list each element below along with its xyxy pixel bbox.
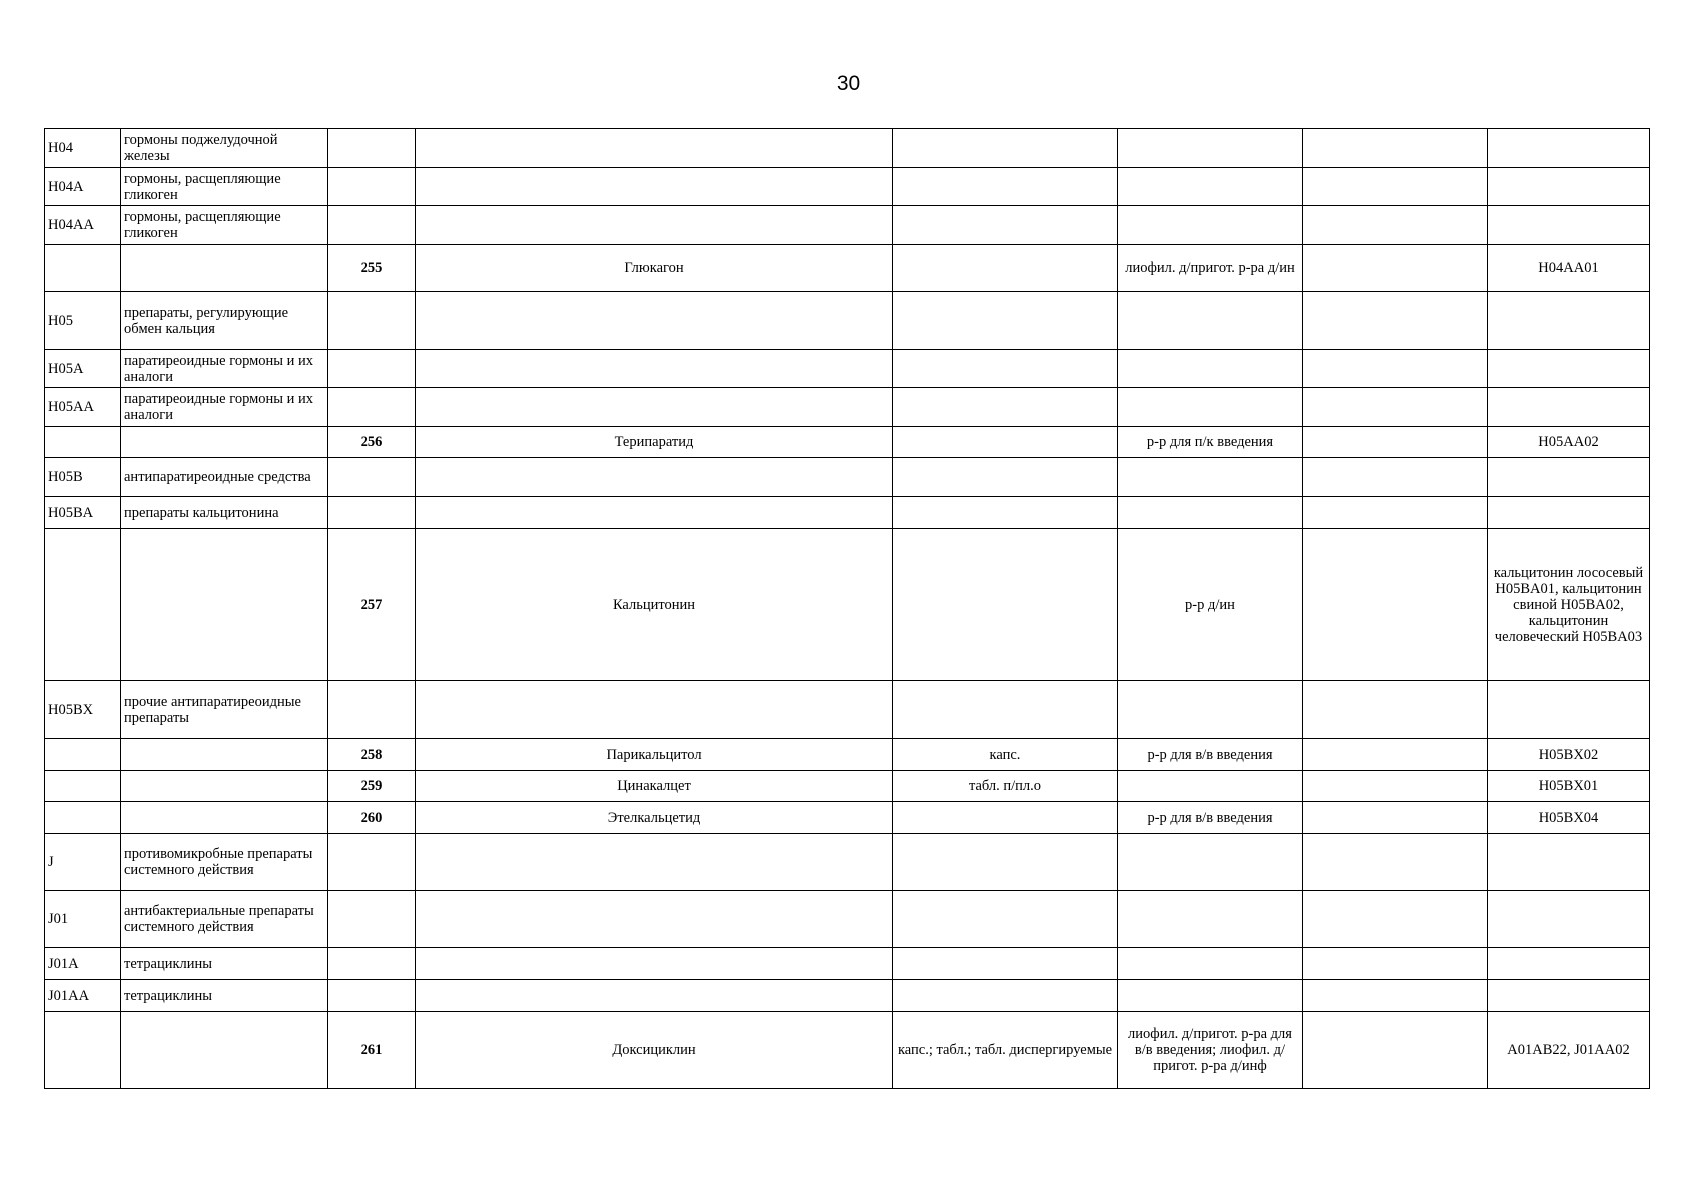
drug-registry-table: [44, 128, 1650, 1089]
dosage-form-oral: [893, 427, 1118, 458]
row-number: [328, 206, 416, 245]
atc-group-code: J: [45, 834, 121, 891]
atc-code: [1488, 388, 1650, 427]
dosage-form-oral: [893, 206, 1118, 245]
row-number: [328, 980, 416, 1012]
dosage-form-injection: р-р для в/в введения: [1118, 802, 1303, 834]
atc-code: [1488, 129, 1650, 168]
drug-name: [416, 206, 893, 245]
atc-code: [1488, 350, 1650, 388]
extra-cell: [1303, 1012, 1488, 1089]
atc-code: [1488, 497, 1650, 529]
row-number: [328, 681, 416, 739]
atc-group-name: прочие антипаратиреоидные препараты: [121, 681, 328, 739]
atc-code: [1488, 948, 1650, 980]
table-row: [45, 292, 1650, 350]
row-number: [328, 948, 416, 980]
row-number: [328, 891, 416, 948]
dosage-form-injection: [1118, 388, 1303, 427]
row-number: [328, 458, 416, 497]
extra-cell: [1303, 891, 1488, 948]
drug-name: [416, 834, 893, 891]
table-row: [45, 458, 1650, 497]
drug-name: [416, 388, 893, 427]
atc-group-code: H04AA: [45, 206, 121, 245]
dosage-form-injection: р-р для п/к введения: [1118, 427, 1303, 458]
extra-cell: [1303, 681, 1488, 739]
extra-cell: [1303, 529, 1488, 681]
atc-group-code: [45, 245, 121, 292]
drug-name: Доксициклин: [416, 1012, 893, 1089]
extra-cell: [1303, 427, 1488, 458]
extra-cell: [1303, 245, 1488, 292]
table-row: [45, 1012, 1650, 1089]
extra-cell: [1303, 388, 1488, 427]
table-row: [45, 245, 1650, 292]
atc-group-code: H05BA: [45, 497, 121, 529]
atc-group-name: [121, 427, 328, 458]
dosage-form-oral: [893, 681, 1118, 739]
atc-code: [1488, 834, 1650, 891]
atc-group-name: гормоны, расщепляющие гликоген: [121, 168, 328, 206]
atc-group-name: гормоны, расщепляющие гликоген: [121, 206, 328, 245]
table-row: [45, 948, 1650, 980]
extra-cell: [1303, 802, 1488, 834]
atc-code: [1488, 206, 1650, 245]
dosage-form-injection: [1118, 834, 1303, 891]
drug-name: Кальцитонин: [416, 529, 893, 681]
row-number: [328, 292, 416, 350]
atc-code: H05BX01: [1488, 771, 1650, 802]
atc-group-code: H05AA: [45, 388, 121, 427]
dosage-form-injection: лиофил. д/пригот. р-ра д/ин: [1118, 245, 1303, 292]
atc-group-code: [45, 427, 121, 458]
drug-name: [416, 891, 893, 948]
atc-group-code: H05A: [45, 350, 121, 388]
dosage-form-injection: лиофил. д/пригот. р-ра для в/в введения; лиофил. д/пригот. р-ра д/инф: [1118, 1012, 1303, 1089]
table-row: [45, 529, 1650, 681]
dosage-form-oral: [893, 350, 1118, 388]
extra-cell: [1303, 980, 1488, 1012]
drug-name: Глюкагон: [416, 245, 893, 292]
dosage-form-oral: капс.: [893, 739, 1118, 771]
atc-code: кальцитонин лососевый H05BA01, кальцитонин свиной H05BA02, кальцитонин человеческий H05BA03: [1488, 529, 1650, 681]
extra-cell: [1303, 497, 1488, 529]
dosage-form-injection: [1118, 948, 1303, 980]
atc-group-code: J01AA: [45, 980, 121, 1012]
dosage-form-oral: [893, 129, 1118, 168]
atc-code: H04AA01: [1488, 245, 1650, 292]
table-row: [45, 350, 1650, 388]
atc-group-name: паратиреоидные гормоны и их аналоги: [121, 388, 328, 427]
table-row: [45, 834, 1650, 891]
atc-code: [1488, 891, 1650, 948]
atc-group-name: тетрациклины: [121, 980, 328, 1012]
drug-name: [416, 458, 893, 497]
dosage-form-injection: [1118, 891, 1303, 948]
dosage-form-oral: [893, 529, 1118, 681]
extra-cell: [1303, 350, 1488, 388]
atc-group-code: J01: [45, 891, 121, 948]
drug-name: [416, 168, 893, 206]
table-row: [45, 497, 1650, 529]
atc-group-code: H04A: [45, 168, 121, 206]
dosage-form-oral: [893, 388, 1118, 427]
atc-code: H05AA02: [1488, 427, 1650, 458]
atc-group-code: [45, 1012, 121, 1089]
drug-name: Парикальцитол: [416, 739, 893, 771]
dosage-form-oral: табл. п/пл.о: [893, 771, 1118, 802]
atc-group-code: H05BX: [45, 681, 121, 739]
dosage-form-injection: [1118, 458, 1303, 497]
atc-group-code: [45, 529, 121, 681]
atc-group-name: [121, 1012, 328, 1089]
atc-group-name: гормоны поджелудочной железы: [121, 129, 328, 168]
atc-group-name: препараты кальцитонина: [121, 497, 328, 529]
atc-group-name: [121, 802, 328, 834]
page-number: 30: [836, 72, 861, 95]
dosage-form-injection: р-р д/ин: [1118, 529, 1303, 681]
drug-name: [416, 292, 893, 350]
row-number: 255: [328, 245, 416, 292]
table-row: [45, 427, 1650, 458]
dosage-form-oral: [893, 245, 1118, 292]
atc-group-code: H05B: [45, 458, 121, 497]
dosage-form-injection: [1118, 129, 1303, 168]
table-row: [45, 206, 1650, 245]
dosage-form-oral: [893, 168, 1118, 206]
drug-name: [416, 948, 893, 980]
dosage-form-oral: [893, 948, 1118, 980]
row-number: 261: [328, 1012, 416, 1089]
atc-group-name: антипаратиреоидные средства: [121, 458, 328, 497]
table-row: [45, 739, 1650, 771]
atc-group-code: [45, 802, 121, 834]
table-row: [45, 802, 1650, 834]
dosage-form-injection: [1118, 206, 1303, 245]
row-number: [328, 129, 416, 168]
atc-group-name: антибактериальные препараты системного действия: [121, 891, 328, 948]
atc-group-code: J01A: [45, 948, 121, 980]
drug-name: Цинакалцет: [416, 771, 893, 802]
dosage-form-injection: [1118, 681, 1303, 739]
atc-group-name: паратиреоидные гормоны и их аналоги: [121, 350, 328, 388]
extra-cell: [1303, 168, 1488, 206]
dosage-form-oral: [893, 891, 1118, 948]
drug-name: [416, 129, 893, 168]
dosage-form-injection: [1118, 980, 1303, 1012]
atc-group-name: препараты, регулирующие обмен кальция: [121, 292, 328, 350]
dosage-form-oral: [893, 497, 1118, 529]
dosage-form-injection: [1118, 350, 1303, 388]
atc-code: [1488, 292, 1650, 350]
drug-name: [416, 681, 893, 739]
row-number: 258: [328, 739, 416, 771]
drug-name: [416, 350, 893, 388]
row-number: [328, 497, 416, 529]
drug-name: [416, 497, 893, 529]
atc-group-name: тетрациклины: [121, 948, 328, 980]
row-number: [328, 168, 416, 206]
table-row: [45, 129, 1650, 168]
table-row: [45, 681, 1650, 739]
row-number: 256: [328, 427, 416, 458]
atc-group-name: [121, 739, 328, 771]
atc-code: [1488, 168, 1650, 206]
extra-cell: [1303, 739, 1488, 771]
atc-code: [1488, 681, 1650, 739]
dosage-form-injection: [1118, 771, 1303, 802]
atc-group-name: [121, 529, 328, 681]
extra-cell: [1303, 292, 1488, 350]
row-number: 257: [328, 529, 416, 681]
table-row: [45, 980, 1650, 1012]
row-number: [328, 350, 416, 388]
atc-group-code: [45, 739, 121, 771]
row-number: [328, 388, 416, 427]
extra-cell: [1303, 129, 1488, 168]
drug-name: [416, 980, 893, 1012]
row-number: 259: [328, 771, 416, 802]
extra-cell: [1303, 458, 1488, 497]
atc-group-name: [121, 771, 328, 802]
atc-code: [1488, 458, 1650, 497]
atc-group-name: [121, 245, 328, 292]
extra-cell: [1303, 771, 1488, 802]
atc-group-code: H04: [45, 129, 121, 168]
row-number: 260: [328, 802, 416, 834]
dosage-form-oral: [893, 292, 1118, 350]
table-row: [45, 891, 1650, 948]
table-row: [45, 388, 1650, 427]
row-number: [328, 834, 416, 891]
atc-code: [1488, 980, 1650, 1012]
dosage-form-oral: [893, 802, 1118, 834]
extra-cell: [1303, 834, 1488, 891]
extra-cell: [1303, 948, 1488, 980]
dosage-form-oral: [893, 458, 1118, 497]
dosage-form-oral: [893, 834, 1118, 891]
atc-code: H05BX04: [1488, 802, 1650, 834]
atc-group-code: H05: [45, 292, 121, 350]
dosage-form-oral: капс.; табл.; табл. диспергируемые: [893, 1012, 1118, 1089]
drug-name: Этелкальцетид: [416, 802, 893, 834]
dosage-form-injection: [1118, 168, 1303, 206]
dosage-form-oral: [893, 980, 1118, 1012]
atc-code: A01AB22, J01AA02: [1488, 1012, 1650, 1089]
atc-group-code: [45, 771, 121, 802]
drug-name: Терипаратид: [416, 427, 893, 458]
atc-group-name: противомикробные препараты системного действия: [121, 834, 328, 891]
dosage-form-injection: [1118, 497, 1303, 529]
dosage-form-injection: [1118, 292, 1303, 350]
extra-cell: [1303, 206, 1488, 245]
table-row: [45, 168, 1650, 206]
dosage-form-injection: р-р для в/в введения: [1118, 739, 1303, 771]
atc-code: H05BX02: [1488, 739, 1650, 771]
table-row: [45, 771, 1650, 802]
